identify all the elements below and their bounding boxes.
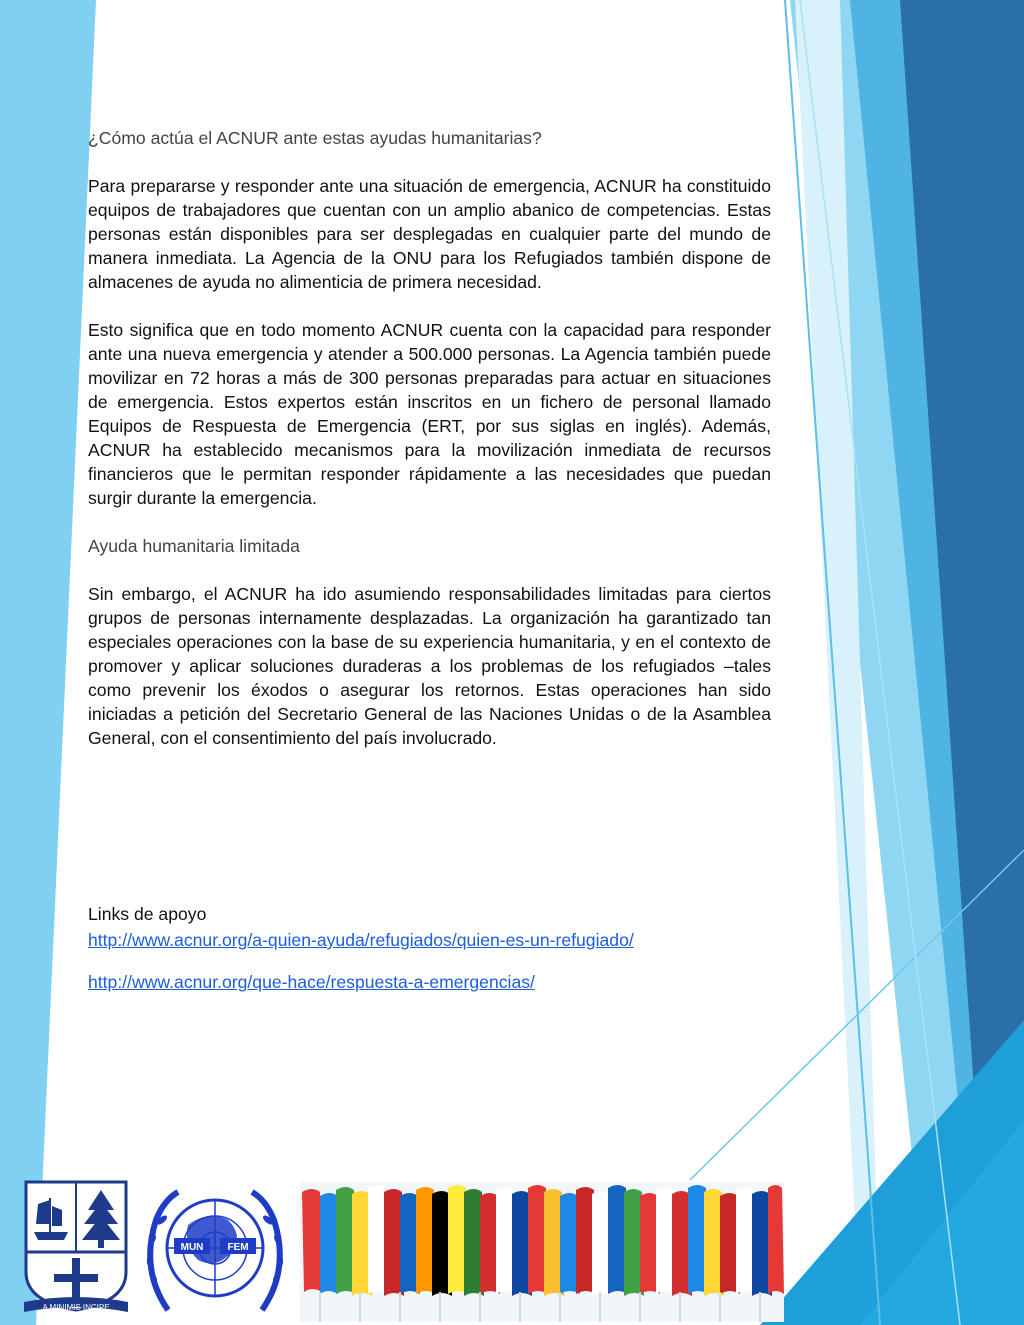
mun-label: MUN	[180, 1242, 204, 1253]
document-body	[88, 126, 771, 774]
links-title: Links de apoyo	[88, 904, 207, 924]
paragraph-2: Esto significa que en todo momento ACNUR cuenta con la capacidad para responder ante una nueva emergencia y atender a 500.000 personas. La Agencia también puede movilizar en 72 horas a más de 300 personas preparadas para actuar en situaciones de emergencia. Estos expertos están inscritos en un fichero de personal llamado Equipos de Respuesta de Emergencia (ERT, por sus siglas en inglés). Además, ACNUR ha establecido mecanismos para la movilización inmediata de recursos financieros que le permitan responder rápidamente a las necesidades que puedan surgir durante la emergencia.	[88, 320, 771, 508]
paragraph-1: Para prepararse y responder ante una situación de emergencia, ACNUR ha constituido equipos de trabajadores que cuentan con un amplio abanico de competencias. Estas personas están disponibles para ser desplegadas en cualquier parte del mundo de manera inmediata. La Agencia de la ONU para los Refugiados también dispone de almacenes de ayuda no alimenticia de primera necesidad.	[88, 176, 771, 292]
support-links	[88, 902, 788, 994]
left-blue-strip	[0, 0, 96, 1325]
section-subheading: Ayuda humanitaria limitada	[88, 536, 300, 556]
link-refugiado[interactable]: http://www.acnur.org/a-quien-ayuda/refugiados/quien-es-un-refugiado/	[88, 930, 634, 950]
mun-fem-logo-icon	[138, 1180, 292, 1325]
paragraph-3: Sin embargo, el ACNUR ha ido asumiendo responsabilidades limitadas para ciertos grupos de personas internamente desplazadas. La organización ha garantizado tan especiales operaciones con la base de su experiencia humanitaria, y en el contexto de promover y aplicar soluciones duraderas a los problemas de los refugiados –tales como prevenir los éxodos o asegurar los retornos. Estas operaciones han sido iniciadas a petición del Secretario General de las Naciones Unidas o de la Asamblea General, con el consentimiento del país involucrado.	[88, 584, 771, 748]
fem-label: FEM	[227, 1242, 249, 1253]
question-heading: ¿Cómo actúa el ACNUR ante estas ayudas humanitarias?	[88, 128, 542, 148]
school-motto: A MINIMIS INCIPE	[42, 1303, 110, 1312]
school-crest-icon	[24, 1180, 128, 1316]
link-emergencias[interactable]: http://www.acnur.org/que-hace/respuesta-a-emergencias/	[88, 972, 535, 992]
footer-logos	[0, 1172, 1024, 1325]
world-flags-icon	[300, 1182, 784, 1322]
